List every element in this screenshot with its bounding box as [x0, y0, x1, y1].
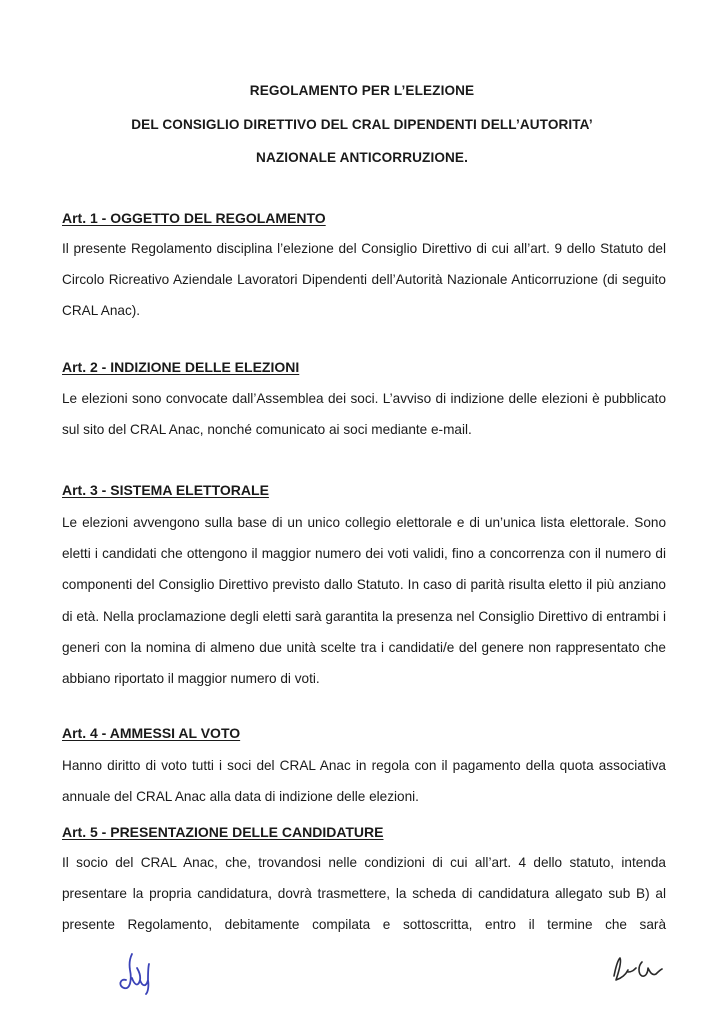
article-1-heading: Art. 1 - OGGETTO DEL REGOLAMENTO	[62, 210, 326, 226]
article-1-body: Il presente Regolamento disciplina l’elezione del Consiglio Direttivo di cui all’art. 9 dello Statuto del Circolo Ricreativo Aziendale Lavoratori Dipendenti dell’Autorità Nazionale Anticorruzione (di seguito CRAL Anac).	[62, 241, 666, 319]
signature-initials-right	[608, 950, 664, 990]
signature-initials-left	[112, 950, 160, 996]
article-5-heading: Art. 5 - PRESENTAZIONE DELLE CANDIDATURE	[62, 824, 384, 840]
article-5-body: Il socio del CRAL Anac, che, trovandosi nelle condizioni di cui all’art. 4 dello statuto, intenda presentare la propria candidatura, dovrà trasmettere, la scheda di candidatura allegato sub B) al presente Regolamento, debitamente compilata e sottoscritta, entro il termine che sarà	[62, 855, 666, 933]
article-3-body: Le elezioni avvengono sulla base di un unico collegio elettorale e di un’unica lista elettorale. Sono eletti i candidati che ottengono il maggior numero dei voti validi, fino a concorrenza con il numero di componenti del Consiglio Direttivo previsto dallo Statuto. In caso di parità risulta eletto il più anziano di età. Nella proclamazione degli eletti sarà garantita la presenza nel Consiglio Direttivo di entrambi i generi con la nomina di almeno due unità scelte tra i candidati/e del genere non rappresentato che abbiano riportato il maggior numero di voti.	[62, 515, 666, 687]
article-3-heading: Art. 3 - SISTEMA ELETTORALE	[62, 482, 269, 498]
document-title-line-3: NAZIONALE ANTICORRUZIONE.	[256, 150, 468, 165]
article-4-heading: Art. 4 - AMMESSI AL VOTO	[62, 725, 241, 741]
article-4-body: Hanno diritto di voto tutti i soci del CRAL Anac in regola con il pagamento della quota associativa annuale del CRAL Anac alla data di indizione delle elezioni.	[62, 758, 666, 805]
article-2-body: Le elezioni sono convocate dall’Assemblea dei soci. L’avviso di indizione delle elezioni è pubblicato sul sito del CRAL Anac, nonché comunicato ai soci mediante e-mail.	[62, 391, 666, 438]
article-2-heading: Art. 2 - INDIZIONE DELLE ELEZIONI	[62, 359, 300, 375]
document-title-line-2: DEL CONSIGLIO DIRETTIVO DEL CRAL DIPENDENTI DELL’AUTORITA’	[131, 117, 593, 132]
document-title-line-1: REGOLAMENTO PER L’ELEZIONE	[249, 83, 475, 98]
